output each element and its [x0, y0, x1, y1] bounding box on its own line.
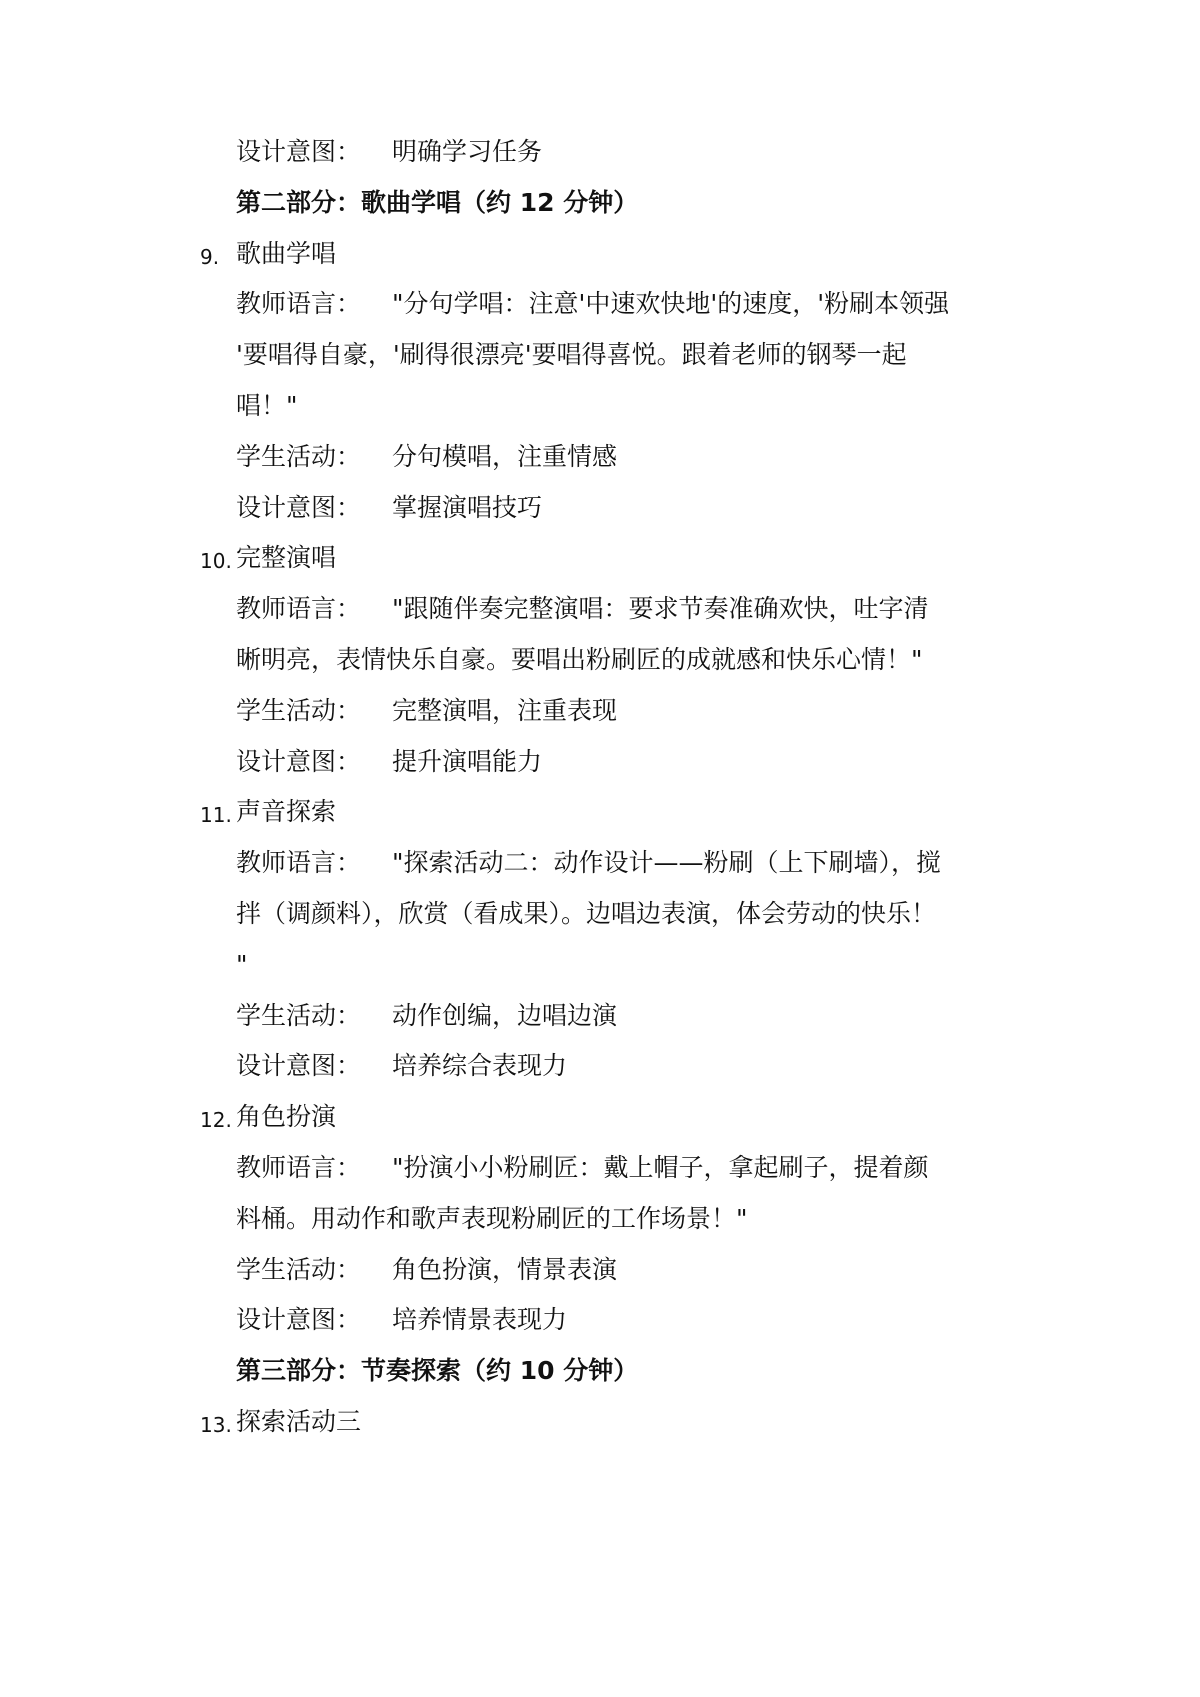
field-row [236, 136, 542, 168]
field-value: "探索活动二：动作设计——粉刷（上下刷墙），搅 [392, 848, 942, 878]
field-value: 明确学习任务 [392, 137, 543, 166]
field-value-continuation: 拌（调颜料），欣赏（看成果）。边唱边表演，体会劳动的快乐！ [236, 899, 937, 928]
section-heading: 第二部分：歌曲学唱（约 12 分钟） [236, 187, 639, 217]
field-label: 设计意图： [236, 492, 362, 522]
field-row [236, 746, 542, 778]
field-value: "扮演小小粉刷匠：戴上帽子，拿起刷子，提着颜 [392, 1153, 929, 1182]
list-number: 12. [200, 1108, 232, 1133]
field-label: 学生活动： [236, 695, 362, 725]
field-label: 学生活动： [236, 441, 362, 471]
list-item-title: 完整演唱 [236, 543, 337, 573]
field-label: 学生活动： [236, 1000, 362, 1030]
field-label: 教师语言： [236, 848, 362, 878]
list-number: 11. [200, 803, 232, 828]
list-number: 13. [200, 1413, 232, 1437]
field-row [236, 1304, 567, 1336]
field-value: 提升演唱能力 [392, 746, 543, 776]
field-label: 设计意图： [236, 1305, 362, 1335]
field-label: 学生活动： [236, 1254, 362, 1284]
field-value: "跟随伴奏完整演唱：要求节奏准确欢快，吐字清 [392, 594, 929, 624]
field-value: 培养情景表现力 [392, 1305, 568, 1335]
field-row [236, 847, 941, 879]
field-value-continuation: 晰明亮，表情快乐自豪。要唱出粉刷匠的成就感和快乐心情！" [236, 645, 923, 674]
list-item-title: 角色扮演 [236, 1102, 337, 1132]
field-value-continuation: 唱！" [236, 391, 298, 420]
field-row [236, 593, 929, 625]
field-value: 角色扮演，情景表演 [392, 1254, 618, 1284]
field-value: 完整演唱，注重表现 [392, 695, 618, 725]
field-value: "分句学唱：注意'中速欢快地'的速度，'粉刷本领强 [392, 289, 950, 319]
field-value: 掌握演唱技巧 [392, 492, 543, 522]
field-value: 动作创编，边唱边演 [392, 1000, 618, 1030]
field-label: 设计意图： [236, 137, 362, 166]
field-value-continuation: '要唱得自豪，'刷得很漂亮'要唱得喜悦。跟着老师的钢琴一起 [236, 340, 907, 370]
field-row [236, 1000, 617, 1032]
field-label: 教师语言： [236, 1153, 362, 1182]
field-label: 设计意图： [236, 1051, 362, 1081]
field-value-continuation: " [236, 949, 248, 979]
field-row [236, 288, 949, 320]
field-value: 培养综合表现力 [392, 1051, 568, 1081]
list-item-title: 探索活动三 [236, 1407, 362, 1436]
list-item-title: 歌曲学唱 [236, 238, 337, 268]
section-heading: 第三部分：节奏探索（约 10 分钟） [236, 1356, 639, 1386]
list-number: 9. [200, 244, 220, 269]
field-row [236, 492, 542, 524]
field-value: 分句模唱，注重情感 [392, 441, 618, 471]
field-row [236, 1152, 929, 1184]
field-value-continuation: 料桶。用动作和歌声表现粉刷匠的工作场景！" [236, 1203, 748, 1233]
field-row [236, 1050, 567, 1082]
list-number: 10. [200, 549, 232, 574]
field-label: 教师语言： [236, 289, 362, 319]
field-label: 教师语言： [236, 594, 362, 624]
list-item-title: 声音探索 [236, 797, 337, 827]
field-row [236, 1254, 617, 1286]
field-row [236, 695, 617, 727]
field-label: 设计意图： [236, 746, 362, 776]
field-row [236, 441, 617, 473]
